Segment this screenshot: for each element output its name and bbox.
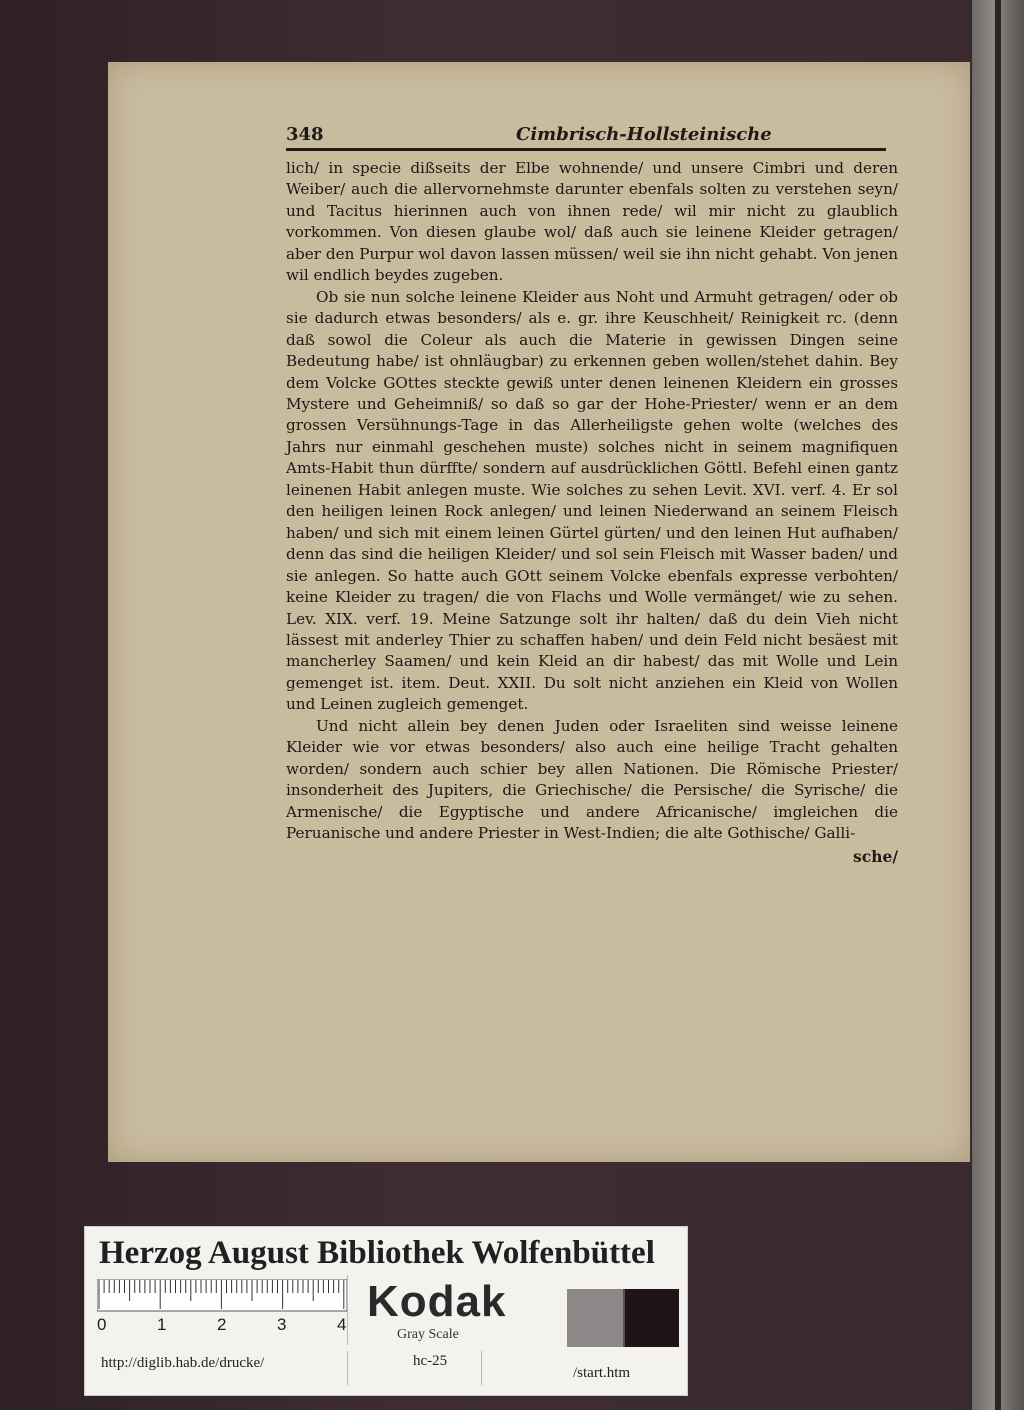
ruler-label-2: 2 [217,1315,227,1334]
scanner-edge-line [995,0,1001,1410]
page-content [286,122,898,866]
ruler-label-1: 1 [157,1315,167,1334]
catchword: sche/ [853,846,898,866]
gray-swatch-dark [625,1289,679,1347]
code-label: hc-25 [413,1353,448,1369]
kodak-logo: Kodak [367,1277,507,1326]
body-text [286,158,898,845]
page-number: 348 [286,124,324,145]
divider-url [347,1351,348,1385]
ruler-label-3: 3 [277,1315,287,1334]
ruler-ticks [97,1279,357,1313]
paragraph-1: lich/ in specie dißseits der Elbe wohnende/ und unsere Cimbri und deren Weiber/ auch die allervornehmste darunter ebenfals solten zu verstehen seyn/ und Tacitus hierinnen auch von ihnen rede/ wil mir nicht zu glaublich vorkommen. Von diesen glaube wol/ daß auch sie leinene Kleider getragen/ aber den Purpur wol davon lassen müssen/ weil sie ihn nicht gehabt. Von jenen wil endlich beydes zugeben. [286,159,898,285]
gray-scale-label: Gray Scale [397,1327,459,1342]
url-label: http://diglib.hab.de/drucke/ [101,1355,265,1371]
ruler-label-0: 0 [97,1315,107,1334]
divider-code [481,1351,482,1385]
paragraph-3: Und nicht allein bey denen Juden oder Israeliten sind weisse leinene Kleider wie vor etwas besonders/ also auch eine heilige Tracht gehalten worden/ sondern auch schier bey allen Nationen. Die Römische Priester/ insonderheit des Jupiters, die Griechische/ die Persische/ die Syrische/ die Armenische/ die Egyptische und andere Africanische/ imgleichen die Peruanische und andere Priester in West-Indien; die alte Gothische/ Galli- [286,716,898,843]
start-label: /start.htm [573,1365,631,1381]
book-page [108,62,970,1162]
color-target-card [84,1226,688,1396]
ruler-label-4: 4 [337,1315,347,1334]
head-rule [286,148,886,151]
library-title: Herzog August Bibliothek Wolfenbüttel [99,1235,655,1271]
running-head [286,122,846,152]
paragraph-2: Ob sie nun solche leinene Kleider aus Noht und Armuht getragen/ oder ob sie dadurch etwas besonders/ als e. gr. ihre Keuschheit/ Reinigkeit rc. (denn daß sowol die Coleur als auch die Materie in gewissen Dingen seine Bedeutung habe/ ist ohnläugbar) zu erkennen geben wollen/stehet dahin. Bey dem Volcke GOttes steckte gewiß unter denen leinenen Kleidern ein grosses Mystere und Geheimniß/ so daß so gar der Hohe-Priester/ wenn er an dem grossen Versühnungs-Tage in das Allerheiligste gehen wolte (welches des Jahrs nur einmahl geschehen muste) solches nicht in seinem magnifiquen Amts-Habit thun dürffte/ sondern auf ausdrücklichen Göttl. Befehl einen gantz leinenen Habit anlegen muste. Wie solches zu sehen Levit. XVI. verf. 4. Er sol den heiligen leinen Rock anlegen/ und leinen Niederwand an seinem Fleisch haben/ und sich mit einem leinen Gürtel gürten/ und den leinen Hut aufhaben/ denn das sind die heiligen Kleider/ und sol sein Fleisch mit Wasser baden/ und sie anlegen. So hatte auch GOtt seinem Volcke ebenfals expresse verbohten/ keine Kleider zu tragen/ die von Flachs und Wolle vermänget/ wie zu sehen. Lev. XIX. verf. 19. Meine Satzunge solt ihr halten/ daß du dein Vieh nicht lässest mit anderley Thier zu schaffen haben/ und dein Feld nicht besäest mit mancherley Saamen/ und kein Kleid an dir habest/ das mit Wolle und Lein gemenget ist. item. Deut. XXII. Du solt nicht anziehen ein Kleid von Wollen und Leinen zugleich gemenget. [286,287,898,714]
divider-vertical [347,1275,348,1345]
gray-swatch-light [567,1289,623,1347]
running-title: Cimbrisch-Hollsteinische [516,124,772,145]
